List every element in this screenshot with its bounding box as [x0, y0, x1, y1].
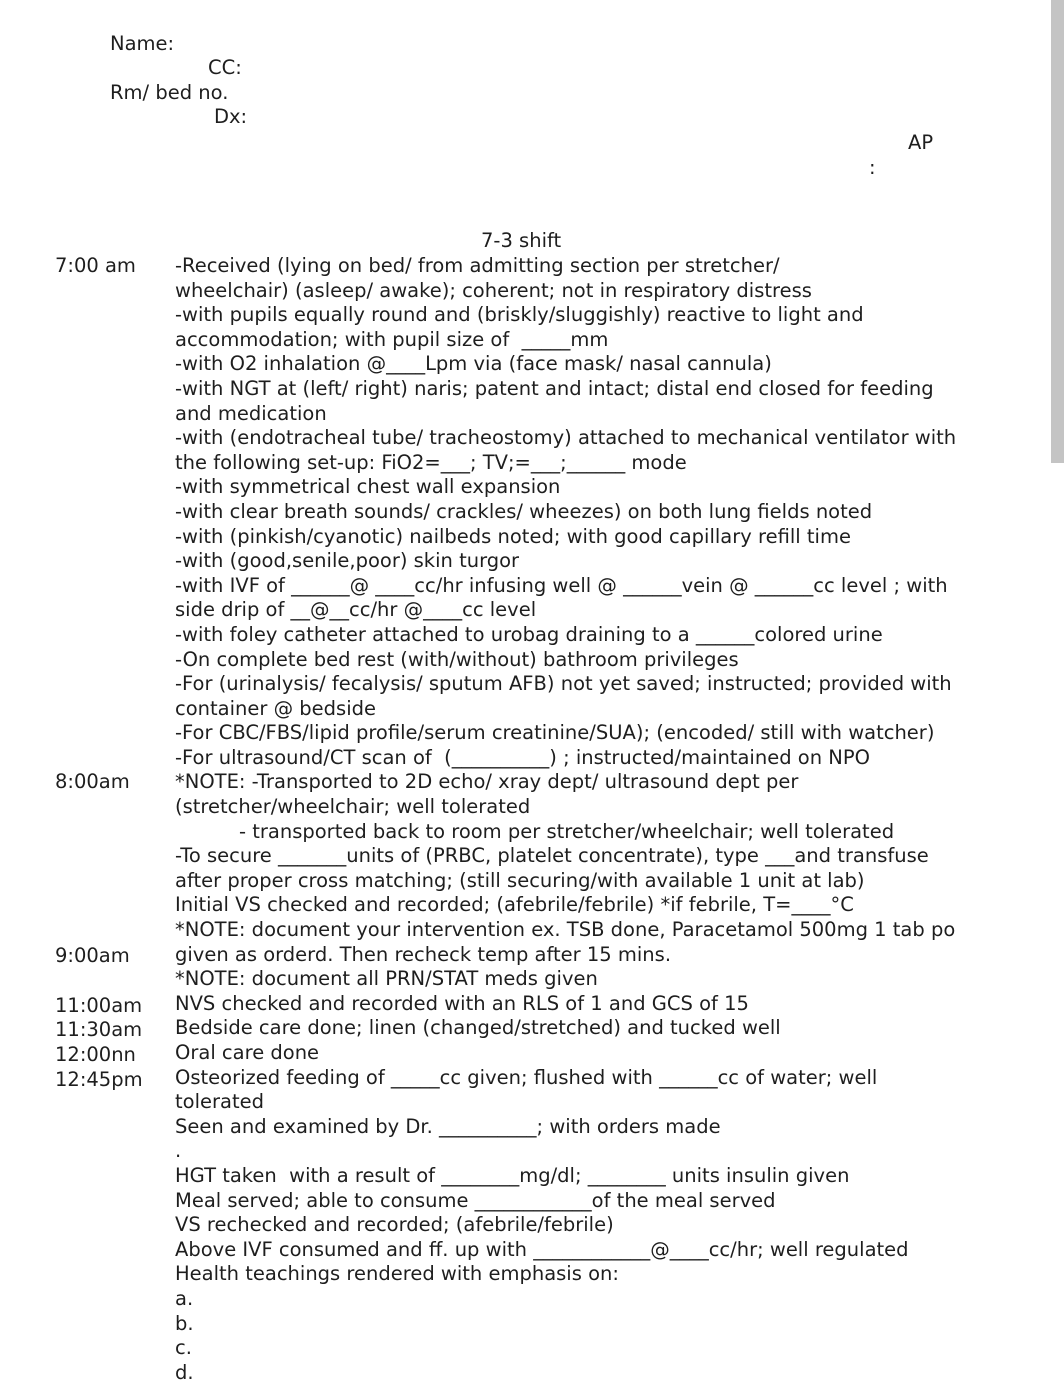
note-line: Meal served; able to consume ____________of the meal served — [175, 1188, 776, 1212]
note-line: wheelchair) (asleep/ awake); coherent; not in respiratory distress — [175, 278, 812, 302]
note-line: Bedside care done; linen (changed/stretched) and tucked well — [175, 1016, 781, 1040]
name-label: Name: — [110, 32, 175, 55]
list-marker: d. — [175, 1360, 194, 1384]
note-line: HGT taken with a result of ________mg/dl; ________ units insulin given — [175, 1163, 850, 1187]
note-line: . — [175, 1139, 182, 1163]
note-line: *NOTE: document all PRN/STAT meds given — [175, 967, 598, 991]
list-marker: b. — [175, 1311, 194, 1335]
time-1200: 12:00nn — [55, 1043, 136, 1066]
shift-title: 7-3 shift — [481, 229, 562, 252]
note-line: Osteorized feeding of _____cc given; flushed with ______cc of water; well — [175, 1065, 878, 1089]
time-1100: 11:00am — [55, 994, 143, 1017]
note-line: -with (good,senile,poor) skin turgor — [175, 549, 520, 573]
note-line: *NOTE: document your intervention ex. TSB done, Paracetamol 500mg 1 tab po — [175, 918, 956, 942]
note-line: -with (endotracheal tube/ tracheostomy) attached to mechanical ventilator with — [175, 426, 957, 450]
note-line: and medication — [175, 401, 327, 425]
note-line: -with NGT at (left/ right) naris; patent and intact; distal end closed for feeding — [175, 376, 934, 400]
note-line: -On complete bed rest (with/without) bathroom privileges — [175, 647, 739, 671]
note-line: -with IVF of ______@ ____cc/hr infusing well @ ______vein @ ______cc level ; with — [175, 573, 948, 597]
list-marker: a. — [175, 1286, 194, 1310]
note-line: Oral care done — [175, 1041, 320, 1064]
note-line: after proper cross matching; (still securing/with available 1 unit at lab) — [175, 868, 865, 892]
list-marker: c. — [175, 1336, 192, 1360]
note-line: -with (pinkish/cyanotic) nailbeds noted; with good capillary refill time — [175, 524, 851, 548]
note-line: tolerated — [175, 1090, 264, 1114]
scrollbar[interactable] — [1051, 0, 1064, 463]
note-line: -Received (lying on bed/ from admitting section per stretcher/ — [175, 254, 780, 277]
room-bed-label: Rm/ bed no. — [110, 81, 229, 104]
note-line: Above IVF consumed and ff. up with ____________@____cc/hr; well regulated — [175, 1237, 909, 1261]
note-line: - transported back to room per stretcher/wheelchair; well tolerated — [239, 819, 895, 843]
note-line: -with pupils equally round and (briskly/sluggishly) reactive to light and — [175, 303, 864, 327]
time-0800: 8:00am — [55, 770, 130, 793]
note-line: *NOTE: -Transported to 2D echo/ xray dept/ ultrasound dept per — [175, 770, 799, 794]
time-0900: 9:00am — [55, 944, 130, 967]
shift-notes — [175, 254, 1045, 1385]
note-line: NVS checked and recorded with an RLS of 1 and GCS of 15 — [175, 991, 749, 1015]
note-line: VS rechecked and recorded; (afebrile/febrile) — [175, 1213, 614, 1237]
ap-label: AP — [908, 131, 934, 154]
note-line: -For ultrasound/CT scan of (__________) ; instructed/maintained on NPO — [175, 745, 870, 769]
time-1130: 11:30am — [55, 1018, 143, 1041]
note-line: the following set-up: FiO2=___; TV;=___;______ mode — [175, 450, 687, 474]
note-line: (stretcher/wheelchair; well tolerated — [175, 795, 531, 819]
dx-label: Dx: — [214, 105, 248, 128]
note-line: -with foley catheter attached to urobag draining to a ______colored urine — [175, 622, 883, 646]
note-line: -To secure _______units of (PRBC, platelet concentrate), type ___and transfuse — [175, 844, 929, 868]
note-line: given as orderd. Then recheck temp after 15 mins. — [175, 942, 672, 966]
note-line: side drip of __@__cc/hr @____cc level — [175, 598, 537, 622]
note-line: -For (urinalysis/ fecalysis/ sputum AFB) not yet saved; instructed; provided with — [175, 672, 952, 696]
note-line: Health teachings rendered with emphasis on: — [175, 1262, 619, 1286]
note-line: -with clear breath sounds/ crackles/ wheezes) on both lung fields noted — [175, 499, 873, 523]
note-line: Seen and examined by Dr. __________; with orders made — [175, 1114, 721, 1138]
note-line: -with O2 inhalation @____Lpm via (face mask/ nasal cannula) — [175, 352, 772, 376]
colon-mark: : — [869, 156, 876, 179]
note-line: Initial VS checked and recorded; (afebrile/febrile) *if febrile, T=____°C — [175, 893, 854, 917]
time-1245: 12:45pm — [55, 1068, 143, 1091]
note-line: accommodation; with pupil size of _____mm — [175, 327, 609, 351]
note-line: -For CBC/FBS/lipid profile/serum creatinine/SUA); (encoded/ still with watcher) — [175, 721, 935, 745]
cc-label: CC: — [208, 56, 242, 79]
note-line: -with symmetrical chest wall expansion — [175, 475, 561, 499]
time-0700: 7:00 am — [55, 254, 136, 277]
note-line: container @ bedside — [175, 696, 376, 720]
